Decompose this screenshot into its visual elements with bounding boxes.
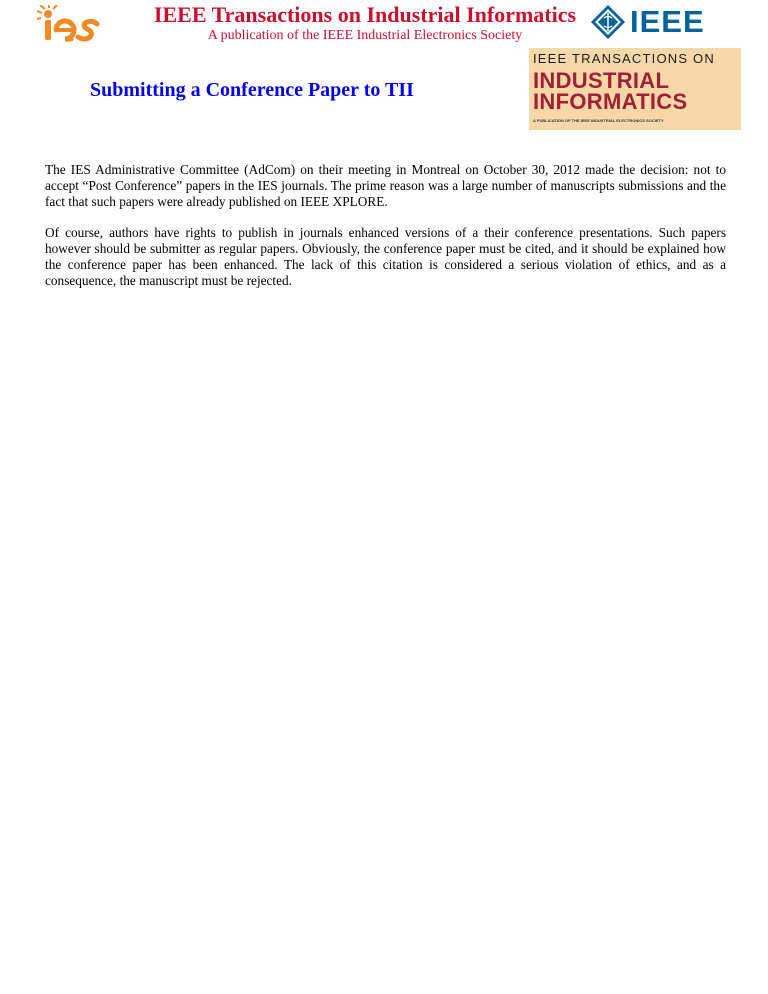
cover-footer: A PUBLICATION OF THE IEEE INDUSTRIAL ELECTRONICS SOCIETY: [533, 118, 664, 123]
ies-logo: [37, 5, 103, 45]
journal-cover-image: [529, 48, 741, 130]
paragraph-2: Of course, authors have rights to publish in journals enhanced versions of a their conference presentations. Such papers however should be submitter as regular papers. Obviously, the conference paper must be cited, and it should be explained how the conference paper has been enhanced. The lack of this citation is considered a serious violation of ethics, and as a consequence, the manuscript must be rejected.: [45, 225, 726, 288]
cover-top-line: IEEE TRANSACTIONS ON: [533, 51, 715, 66]
journal-subtitle: A publication of the IEEE Industrial Electronics Society: [207, 28, 523, 43]
ieee-diamond-icon: [590, 4, 626, 40]
document-body: [45, 162, 726, 304]
ieee-wordmark: IEEE: [630, 4, 705, 39]
ies-logo-graphic: [37, 5, 103, 45]
document-title: Submitting a Conference Paper to TII: [90, 79, 414, 101]
journal-title: IEEE Transactions on Industrial Informatics: [153, 2, 577, 27]
ieee-logo: [590, 4, 740, 40]
paragraph-1: The IES Administrative Committee (AdCom) on their meeting in Montreal on October 30, 2012 made the decision: not to accept “Post Conference” papers in the IES journals. The prime reason was a large number of manuscripts submissions and the fact that such papers were already published on IEEE XPLORE.: [45, 162, 726, 209]
cover-main-title: INDUSTRIAL INFORMATICS: [533, 68, 688, 114]
